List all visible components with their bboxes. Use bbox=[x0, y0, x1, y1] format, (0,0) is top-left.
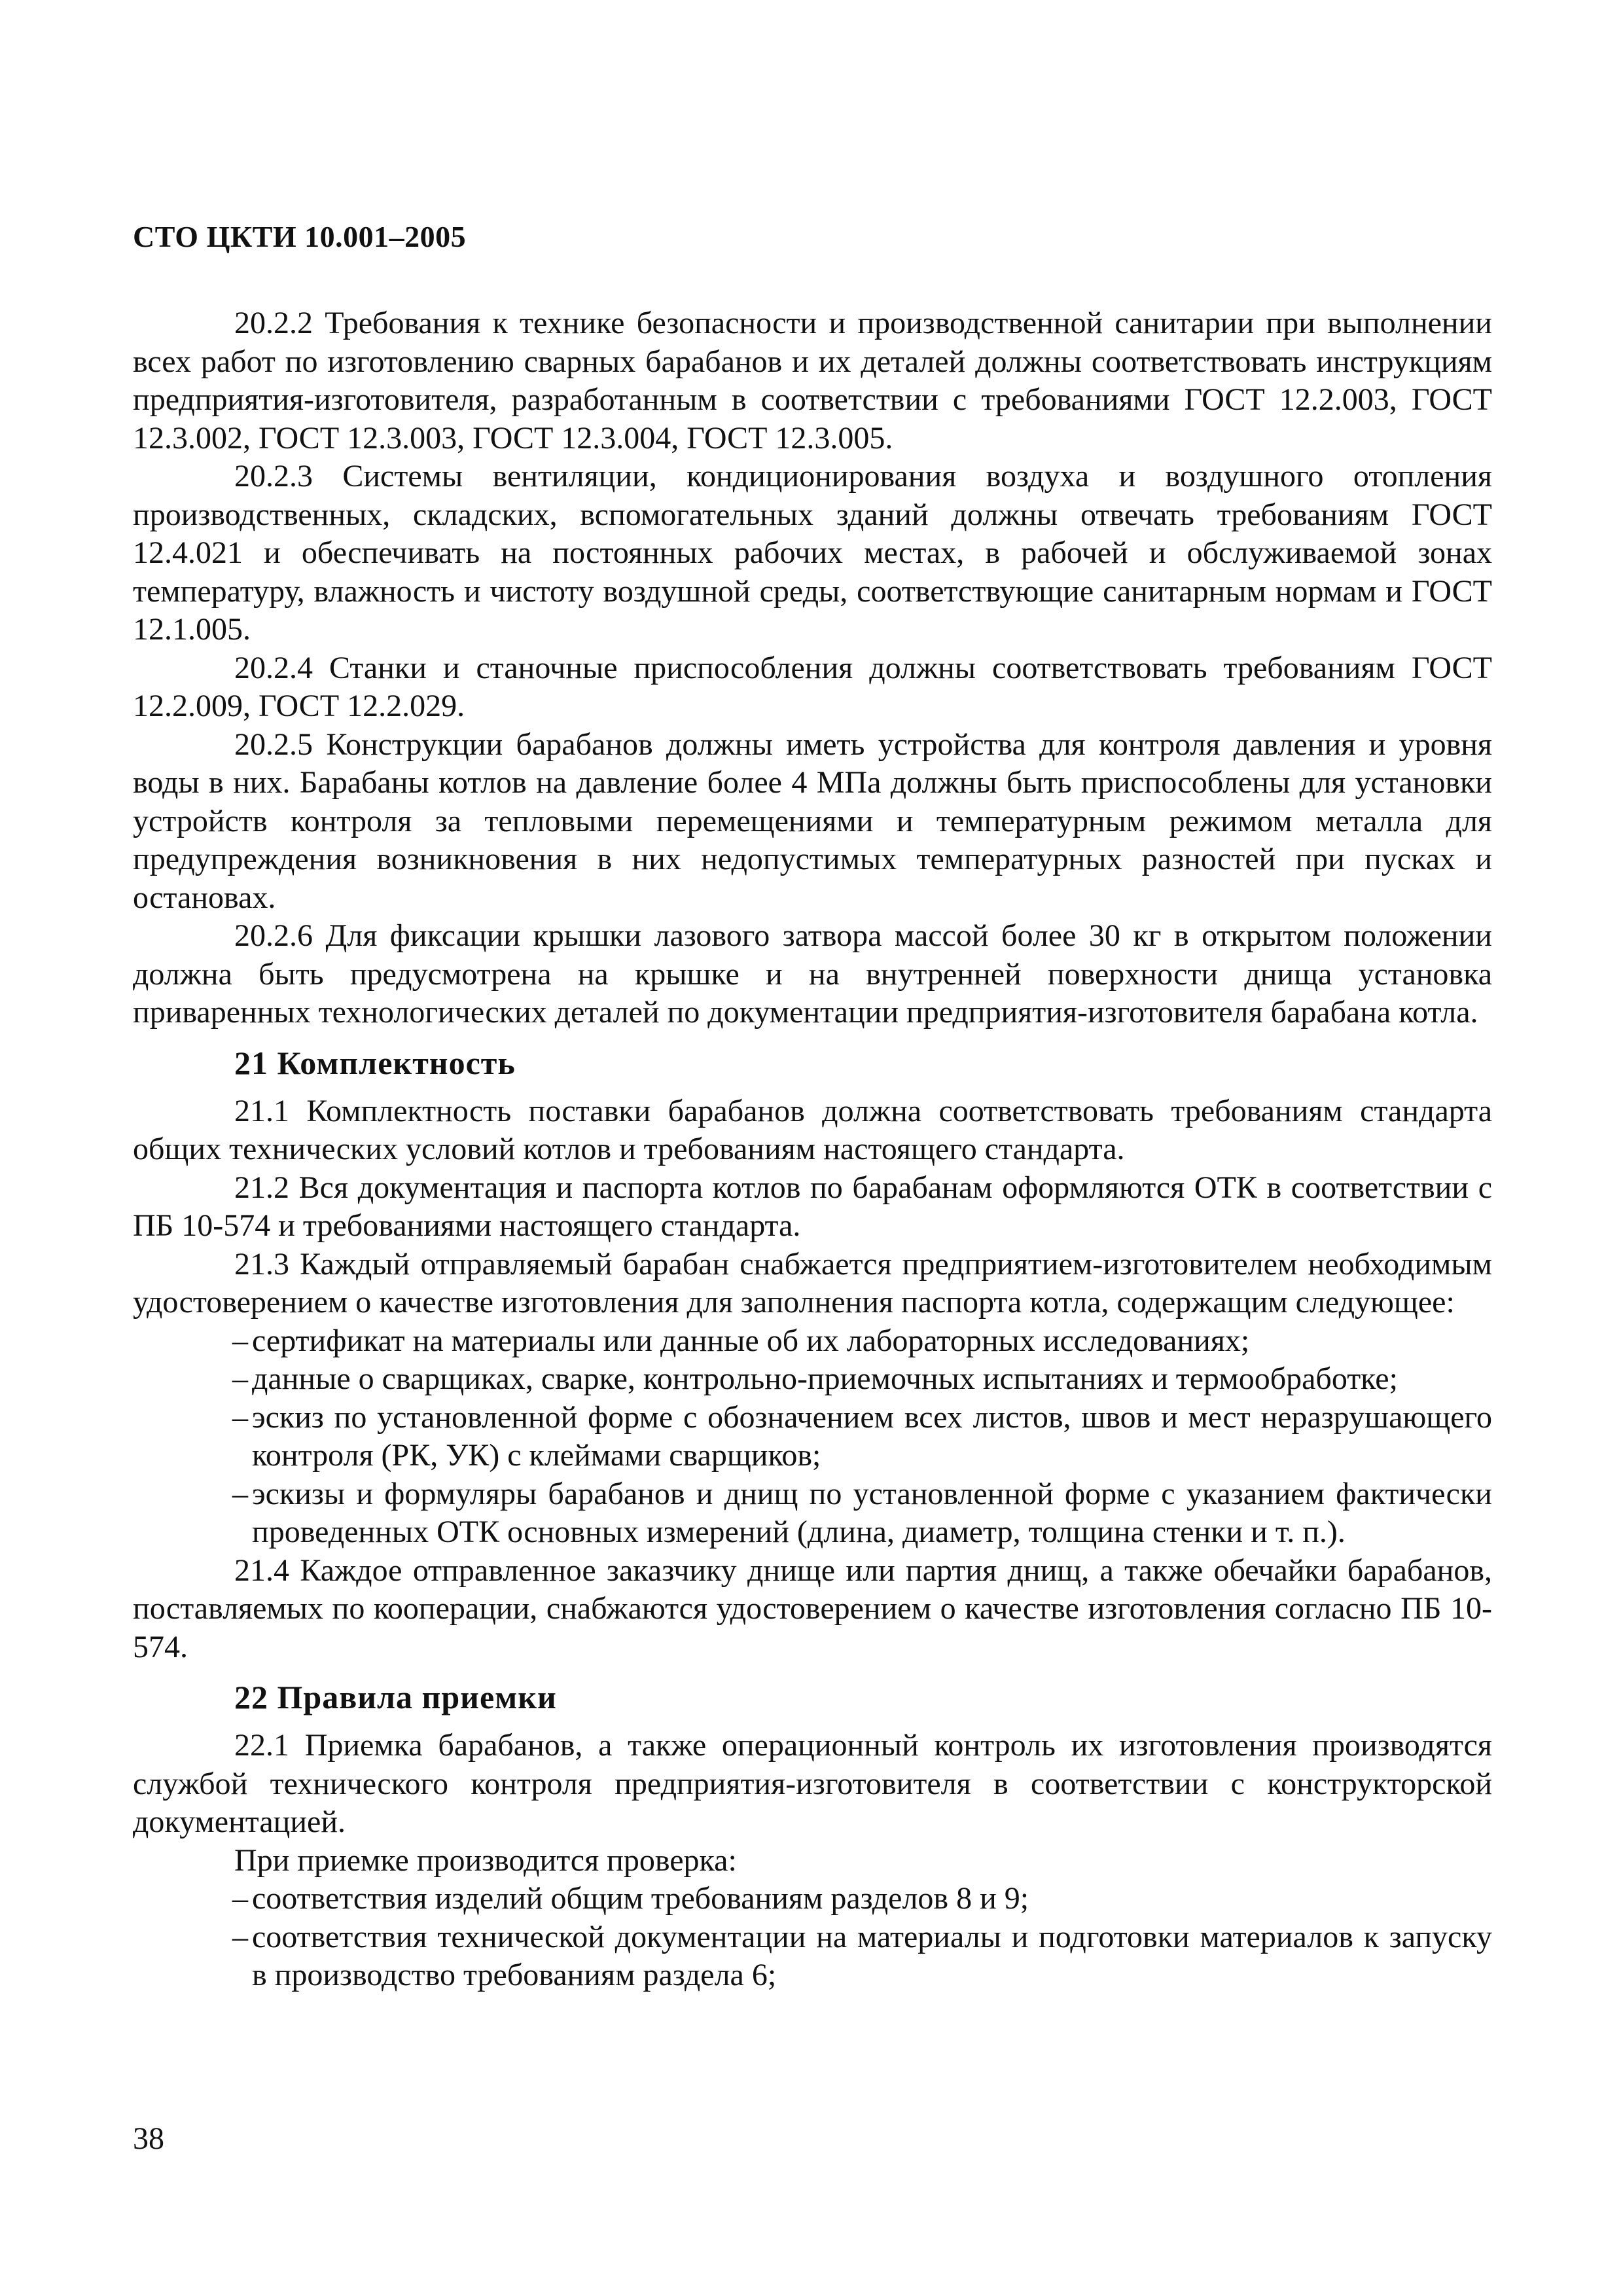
dash-bullet: – bbox=[232, 1361, 248, 1396]
paragraph-21-3: 21.3 Каждый отправляемый барабан снабжается предприятием-изготовителем необходимым удостоверением о качестве изготовления для заполнения паспорта котла, содержащим следующее: bbox=[133, 1246, 1492, 1319]
paragraph-20-2-2: 20.2.2 Требования к технике безопасности и производственной санитарии при выполнении всех работ по изготовлению сварных барабанов и их деталей должны соответствовать инструкциям предприятия-изготовителя, разработанным в соответствии с требованиями ГОСТ 12.2.003, ГОСТ 12.3.002, ГОСТ 12.3.003, ГОСТ 12.3.004, ГОСТ 12.3.005. bbox=[133, 306, 1492, 456]
document-header: СТО ЦКТИ 10.001–2005 bbox=[133, 220, 467, 253]
dash-bullet: – bbox=[232, 1881, 248, 1916]
paragraph-20-2-3: 20.2.3 Системы вентиляции, кондиционирования воздуха и воздушного отопления производственных, складских, вспомогательных зданий должны отвечать требованиям ГОСТ 12.4.021 и обеспечивать на постоянных рабочих местах, в рабочей и обслуживаемой зонах температуру, влажность и чистоту воздушной среды, соответствующие санитарным нормам и ГОСТ 12.1.005. bbox=[133, 459, 1492, 647]
list-item-text: сертификат на материалы или данные об их лабораторных исследованиях; bbox=[252, 1323, 1250, 1358]
paragraph-22-1: 22.1 Приемка барабанов, а также операционный контроль их изготовления производятся службой технического контроля предприятия-изготовителя в соответствии с конструкторской документацией. bbox=[133, 1728, 1492, 1839]
dash-bullet: – bbox=[232, 1476, 248, 1511]
page-number: 38 bbox=[133, 2121, 164, 2156]
section-21-title: 21 Комплектность bbox=[234, 1044, 516, 1081]
list-item-text: соответствия технической документации на материалы и подготовки материалов к запуску в производство требованиям раздела 6; bbox=[252, 1919, 1492, 1992]
list-item-text: эскизы и формуляры барабанов и днищ по установленной форме с указанием фактически проведенных ОТК основных измерений (длина, диаметр, толщина стенки и т. п.). bbox=[252, 1476, 1492, 1549]
paragraph-21-1: 21.1 Комплектность поставки барабанов должна соответствовать требованиям стандарта общих технических условий котлов и требованиям настоящего стандарта. bbox=[133, 1093, 1492, 1166]
list-item-text: данные о сварщиках, сварке, контрольно-приемочных испытаниях и термообработке; bbox=[252, 1361, 1398, 1396]
section-22-title: 22 Правила приемки bbox=[234, 1679, 557, 1715]
list-item bbox=[133, 1399, 1492, 1475]
dash-bullet: – bbox=[232, 1399, 248, 1435]
list-item-text: эскиз по установленной форме с обозначением всех листов, швов и мест неразрушающего контроля (РК, УК) с клеймами сварщиков; bbox=[252, 1399, 1492, 1473]
section-21-list bbox=[133, 1322, 1492, 1552]
dash-bullet: – bbox=[232, 1919, 248, 1954]
paragraph-21-2: 21.2 Вся документация и паспорта котлов по барабанам оформляются ОТК в соответствии с ПБ 10-574 и требованиями настоящего стандарта. bbox=[133, 1170, 1492, 1243]
list-item-text: соответствия изделий общим требованиям разделов 8 и 9; bbox=[252, 1881, 1029, 1916]
document-body bbox=[133, 304, 1492, 1995]
list-item bbox=[133, 1322, 1492, 1361]
paragraph-20-2-5: 20.2.5 Конструкции барабанов должны иметь устройства для контроля давления и уровня воды в них. Барабаны котлов на давление более 4 МПа должны быть приспособлены для установки устройств контроля за тепловыми перемещениями и температурным режимом металла для предупреждения возникновения в них недопустимых температурных разностей при пусках и остановах. bbox=[133, 726, 1492, 915]
paragraph-21-4: 21.4 Каждое отправленное заказчику днище или партия днищ, а также обечайки барабанов, поставляемых по кооперации, снабжаются удостоверением о качестве изготовления согласно ПБ 10-574. bbox=[133, 1552, 1492, 1664]
paragraph-20-2-6: 20.2.6 Для фиксации крышки лазового затвора массой более 30 кг в открытом положении должна быть предусмотрена на крышке и на внутренней поверхности днища установка приваренных технологических деталей по документации предприятия-изготовителя барабана котла. bbox=[133, 918, 1492, 1030]
list-item bbox=[133, 1475, 1492, 1552]
dash-bullet: – bbox=[232, 1323, 248, 1358]
paragraph-22-intro: При приемке производится проверка: bbox=[234, 1842, 737, 1878]
list-item bbox=[133, 1880, 1492, 1918]
list-item bbox=[133, 1360, 1492, 1399]
section-22-list bbox=[133, 1880, 1492, 1995]
paragraph-20-2-4: 20.2.4 Станки и станочные приспособления должны соответствовать требованиям ГОСТ 12.2.009, ГОСТ 12.2.029. bbox=[133, 650, 1492, 723]
list-item bbox=[133, 1918, 1492, 1995]
